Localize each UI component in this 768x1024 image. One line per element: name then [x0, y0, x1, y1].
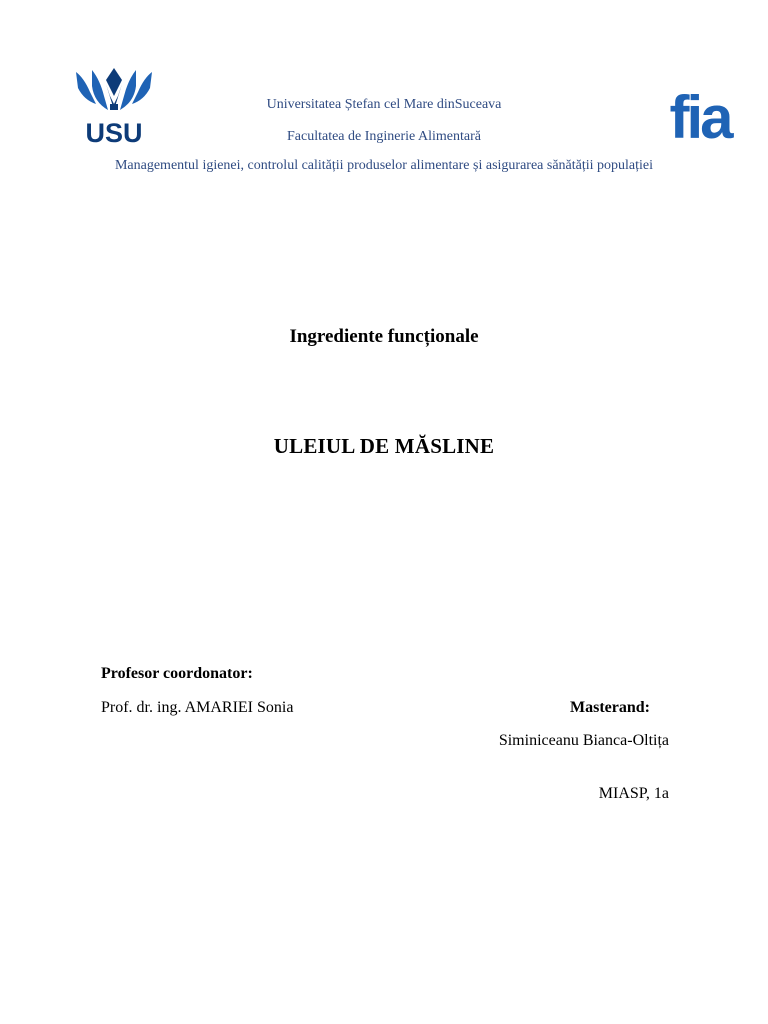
coordinator-name: Prof. dr. ing. AMARIEI Sonia	[101, 699, 294, 716]
document-title: ULEIUL DE MĂSLINE	[273, 434, 495, 458]
usv-logo-text: USU	[85, 118, 143, 146]
student-label: Masterand:	[570, 699, 650, 716]
coordinator-label: Profesor coordonator:	[101, 665, 253, 682]
program-name: Managementul igienei, controlul calității produselor alimentare și asigurarea sănătății populației	[114, 158, 654, 173]
student-name: Siminiceanu Bianca-Oltița	[498, 732, 669, 749]
course-subject: Ingrediente funcționale	[289, 326, 479, 347]
faculty-name: Facultatea de Inginerie Alimentară	[287, 129, 481, 144]
student-group: MIASP, 1a	[598, 785, 669, 802]
university-name: Universitatea Ștefan cel Mare dinSuceava	[266, 97, 502, 112]
fia-logo-text: fia	[669, 84, 731, 144]
